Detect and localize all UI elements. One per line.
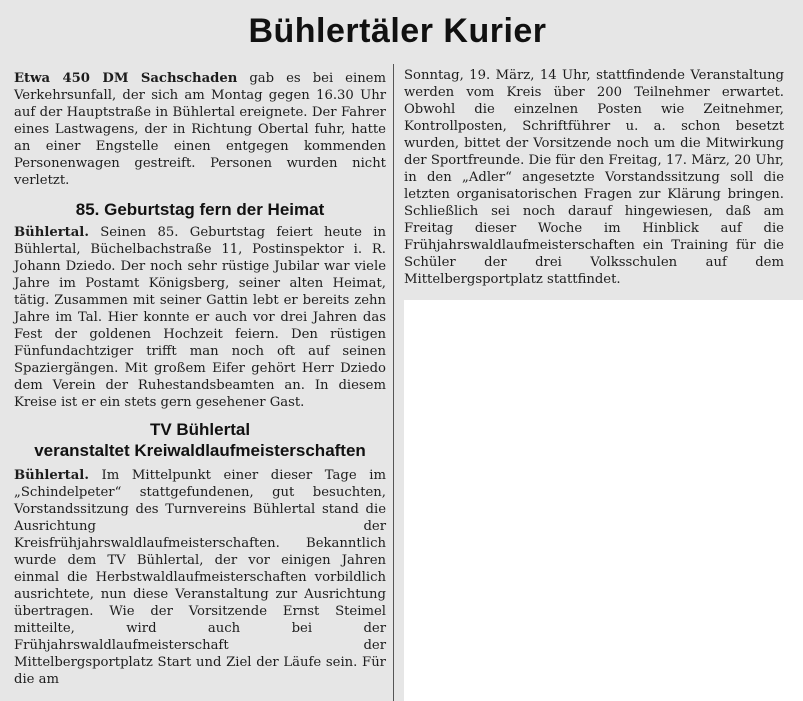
article-birthday-lead: Bühlertal.	[14, 225, 89, 240]
left-column	[14, 70, 386, 688]
article-accident	[14, 70, 386, 189]
article-tv-continuation: Sonntag, 19. März, 14 Uhr, stattfindende Veranstaltung werden vom Kreis über 200 Teilnehmer erwartet. Obwohl die einzelnen Posten wie Zeitnehmer, Kontrollposten, Schriftführer u. a. schon besetzt wurden, bittet der Vorsitzende noch um die Mitwirkung der Sportfreunde. Die für den Freitag, 17. März, 20 Uhr, in den „Adler“ angesetzte Vorstandssitzung soll die letzten organisatorischen Fragen zur Klärung bringen. Schließlich sei noch darauf hingewiesen, daß am Freitag dieser Woche im Hinblick auf die Frühjahrswaldlaufmeisterschaften ein Training für die Schüler der drei Volksschulen auf dem Mittelbergsportplatz stattfindet.	[404, 68, 784, 287]
article-tv	[14, 467, 386, 688]
article-tv-headline-line1: TV Bühlertal	[149, 420, 251, 439]
column-divider	[393, 64, 394, 701]
article-tv-headline-line2: veranstaltet Kreiwaldlaufmeisterschaften	[34, 441, 366, 460]
article-birthday	[14, 224, 386, 411]
article-tv-lead: Bühlertal.	[14, 468, 89, 483]
blank-area	[404, 300, 803, 701]
article-accident-body: gab es bei einem Verkehrsunfall, der sich am Montag gegen 16.30 Uhr auf der Hauptstraße in Bühlertal ereignete. Der Fahrer eines Lastwagens, der in Richtung Obertal fuhr, hatte an einer Engstelle einen entgegen kommenden Personenwagen gestreift. Personen wurden nicht verletzt.	[14, 71, 386, 188]
article-tv-headline	[14, 419, 386, 461]
article-birthday-headline: 85. Geburtstag fern der Heimat	[75, 200, 325, 219]
masthead-title: Bühlertäler Kurier	[248, 12, 547, 50]
article-tv-body: Im Mittelpunkt einer dieser Tage im „Schindelpeter“ stattgefundenen, gut besuchten, Vorstandssitzung des Turnvereins Bühlertal stand die Ausrichtung der Kreisfrühjahrswaldlaufmeisterschaften. Bekanntlich wurde dem TV Bühlertal, der vor einigen Jahren einmal die Herbstwaldlaufmeisterschaften vorbildlich ausrichtete, nun diese Veranstaltung zur Ausrichtung übertragen. Wie der Vorsitzende Ernst Steimel mitteilte, wird auch bei der Frühjahrswaldlaufmeisterschaft der Mittelbergsportplatz Start und Ziel der Läufe sein. Für die am	[14, 468, 386, 687]
right-column	[404, 67, 784, 288]
article-accident-lead: Etwa 450 DM Sachschaden	[14, 71, 238, 86]
article-birthday-body: Seinen 85. Geburtstag feiert heute in Bühlertal, Büchelbachstraße 11, Postinspektor i. R. Johann Dziedo. Der noch sehr rüstige Jubilar war viele Jahre im Postamt Königsberg, seiner alten Heimat, tätig. Zusammen mit seiner Gattin lebt er bereits zehn Jahre im Tal. Hier konnte er auch vor drei Jahren das Fest der goldenen Hochzeit feiern. Den rüstigen Fünfundachtziger trifft man noch oft auf seinen Spaziergängen. Mit großem Eifer gehört Herr Dziedo dem Verein der Ruhestandsbeamten an. In diesem Kreise ist er ein stets gern gesehener Gast.	[14, 225, 386, 410]
